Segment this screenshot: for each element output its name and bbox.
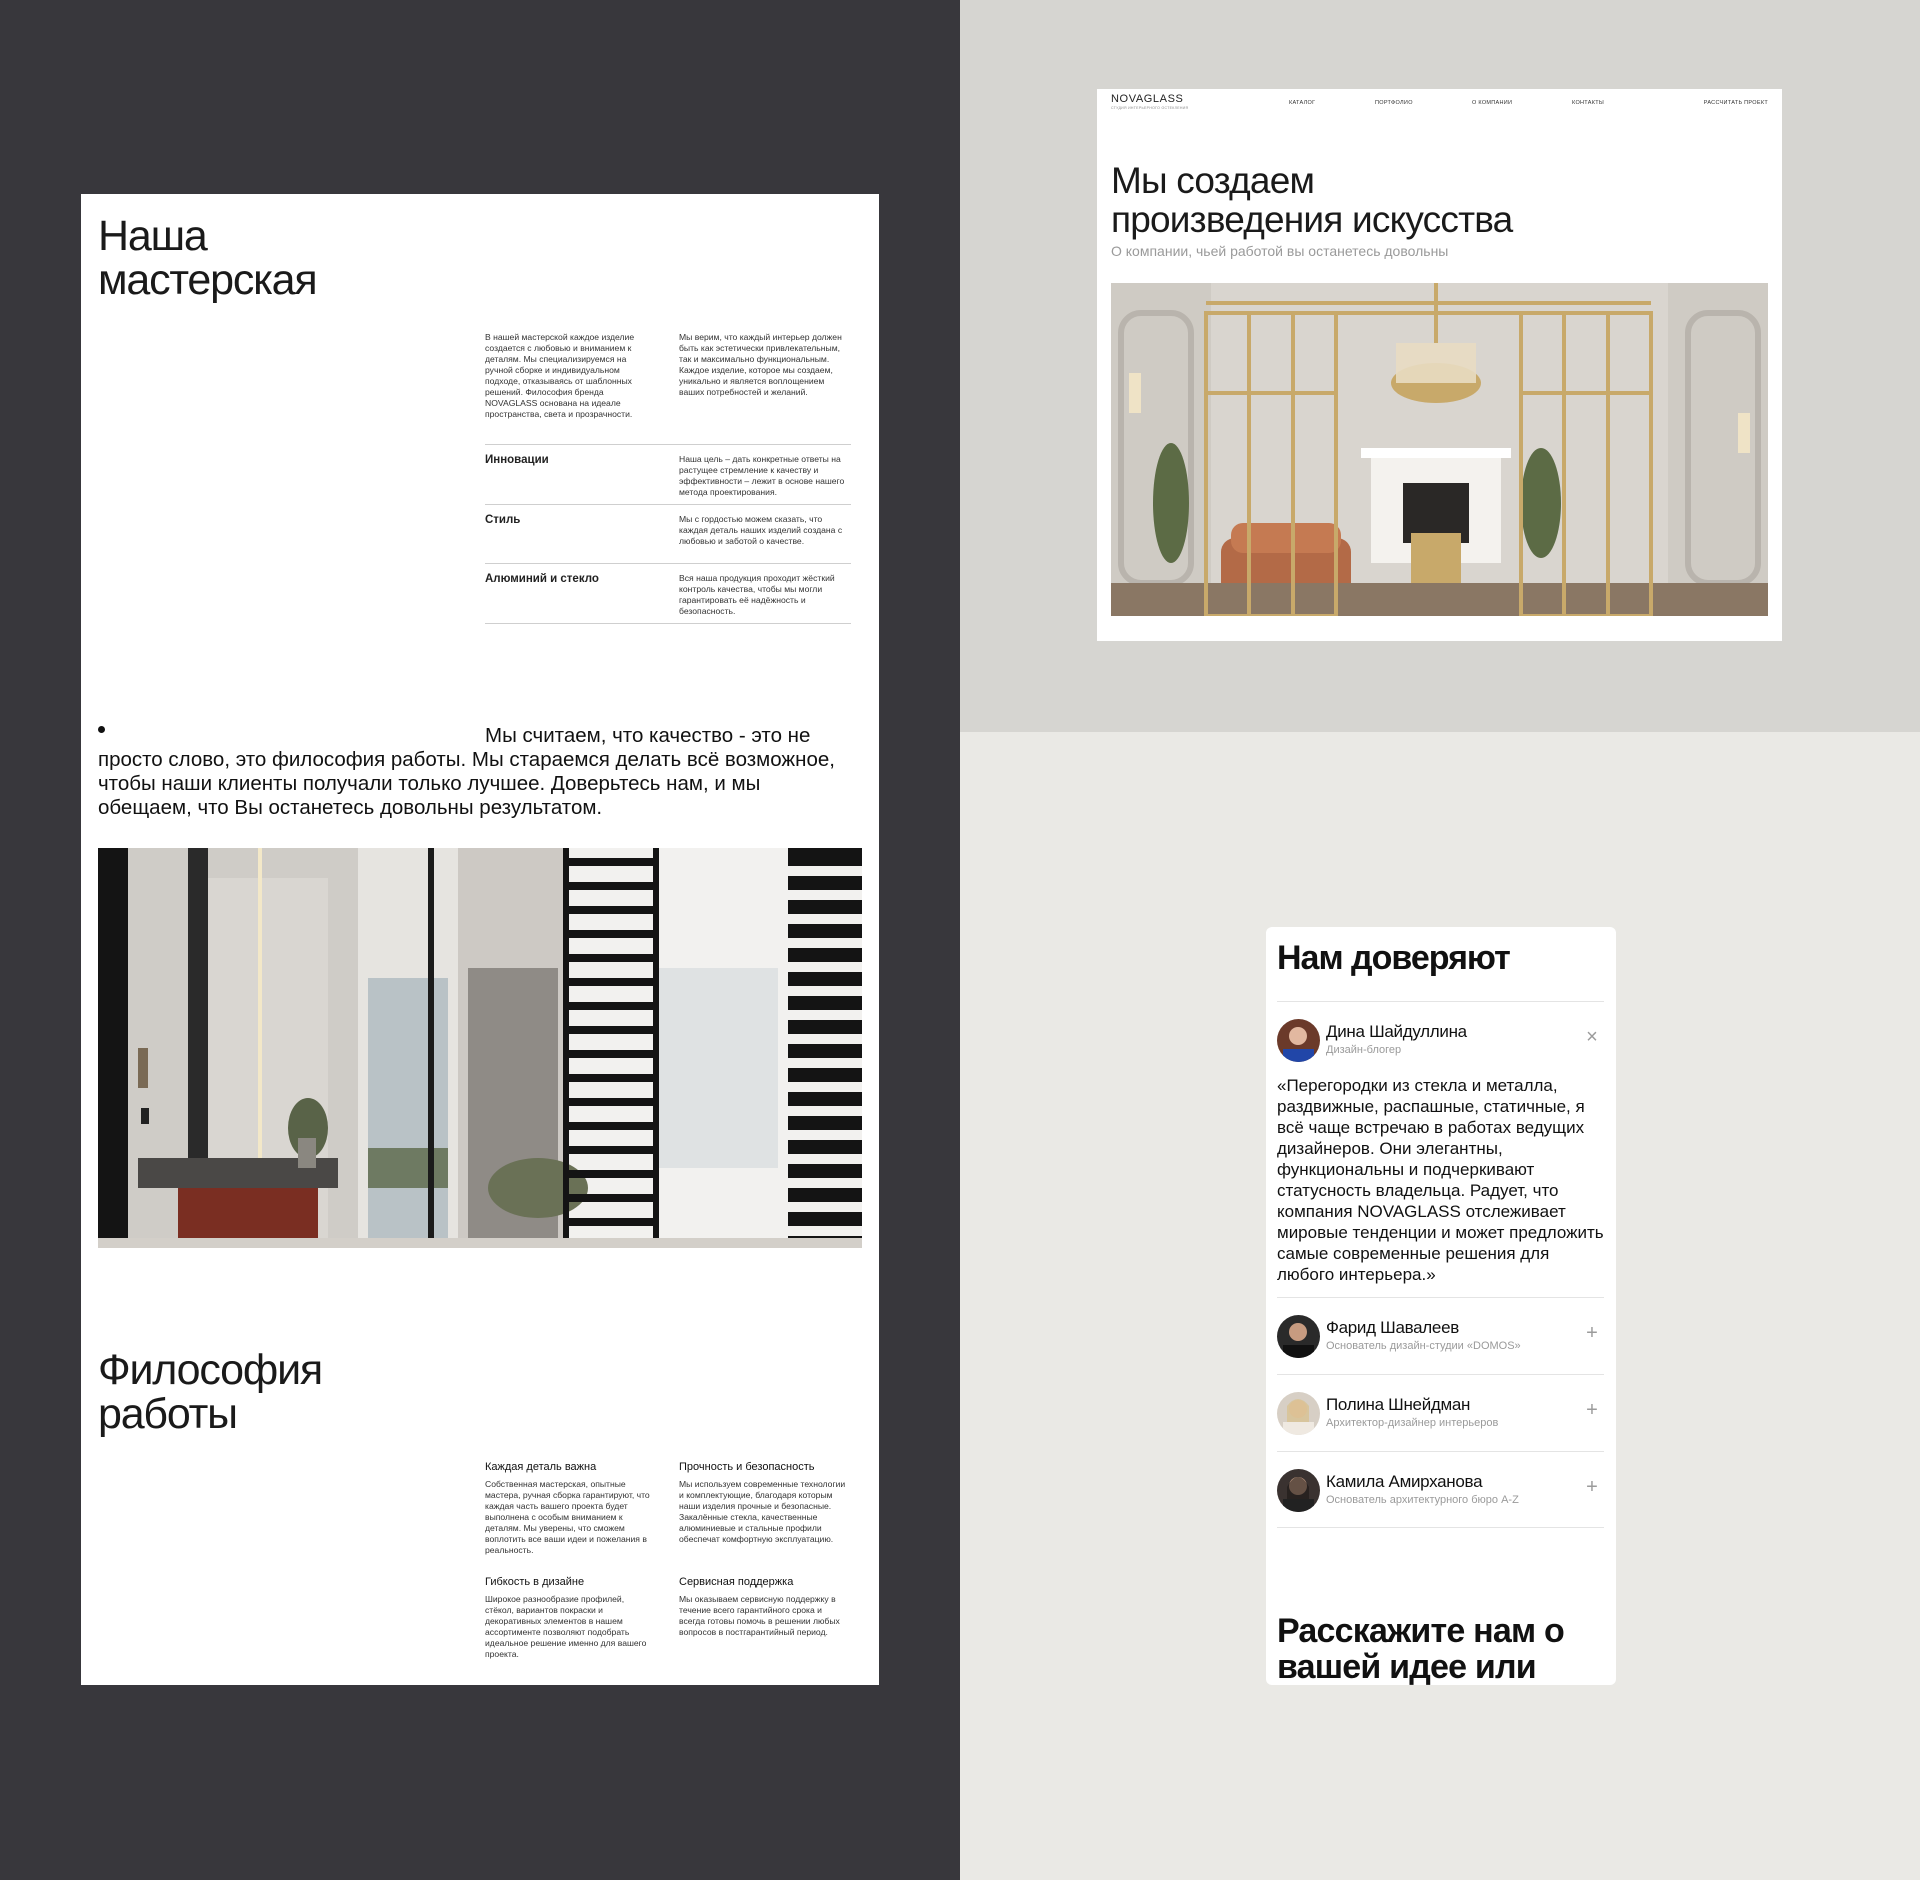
close-icon[interactable]: × <box>1586 1026 1598 1048</box>
divider <box>1277 1374 1604 1375</box>
top-navigation <box>1111 93 1768 115</box>
philosophy-grid <box>485 1461 855 1660</box>
person-name: Фарид Шавалеев <box>1326 1318 1459 1337</box>
philosophy-item-title: Прочность и безопасность <box>679 1461 815 1473</box>
nav-catalog[interactable]: КАТАЛОГ <box>1289 100 1316 106</box>
philosophy-item-text: Собственная мастерская, опытные мастера, ручная сборка гарантируют, что каждая часть вашего проекта будет выполнена с особым вниманием к деталям. Мы уверены, что сможем воплотить все ваши идеи и пожелания в реальность. <box>485 1479 650 1555</box>
nav-portfolio[interactable]: ПОРТФОЛИО <box>1375 100 1413 106</box>
brand-tagline: СТУДИЯ ИНТЕРЬЕРНОГО ОСТЕКЛЕНИЯ <box>1111 106 1189 110</box>
philosophy-item <box>485 1461 679 1556</box>
calculate-project-button[interactable]: РАССЧИТАТЬ ПРОЕКТ <box>1703 100 1768 106</box>
feature-label: Алюминий и стекло <box>485 573 599 585</box>
nav-contacts[interactable]: КОНТАКТЫ <box>1572 100 1605 106</box>
person-role: Дизайн-блогер <box>1326 1044 1402 1056</box>
testimonials-card <box>1266 927 1616 1685</box>
testimonial-person-polina[interactable] <box>1277 1392 1604 1438</box>
divider <box>1277 1297 1604 1298</box>
feature-label: Инновации <box>485 454 549 466</box>
quality-quote: Мы считаем, что качество - это не просто слово, это философия работы. Мы стараемся делать всё возможное, чтобы наши клиенты получали только лучшее. Доверьтесь нам, и мы обещаем, что Вы останетесь довольны результатом. <box>98 724 835 819</box>
testimonial-text: «Перегородки из стекла и металла, раздвижные, распашные, статичные, я всё чаще встречаю в работах ведущих дизайнеров. Они элегантны, функциональны и подчеркивают статусность владельца. Радует, что компания NOVAGLASS отслеживает мировые тенденции и может предложить самые современные решения для любого интерьера.» <box>1277 1076 1604 1284</box>
feature-text: Вся наша продукция проходит жёсткий контроль качества, чтобы мы могли гарантировать её надёжность и безопасность. <box>679 573 835 616</box>
feature-text: Наша цель – дать конкретные ответы на растущее стремление к качеству и эффективности – лежит в основе нашего метода проектирования. <box>679 454 845 497</box>
testimonials-title: Нам доверяют <box>1277 939 1510 977</box>
philosophy-item <box>485 1576 679 1660</box>
plus-icon[interactable]: + <box>1586 1399 1598 1421</box>
philosophy-item-title: Гибкость в дизайне <box>485 1576 585 1588</box>
philosophy-title: Философия работы <box>98 1346 322 1438</box>
feature-row <box>485 504 851 563</box>
contact-cta-title: Расскажите нам о вашей идее или <box>1277 1612 1564 1685</box>
philosophy-item-text: Мы оказываем сервисную поддержку в течение всего гарантийного срока и всегда готовы помочь в решении любых вопросов в постгарантийный период. <box>679 1594 840 1637</box>
nav-about[interactable]: О КОМПАНИИ <box>1472 100 1513 106</box>
divider <box>1277 1451 1604 1452</box>
philosophy-item <box>679 1461 855 1556</box>
features-list <box>485 444 851 624</box>
brand-logo[interactable]: NOVAGLASS <box>1111 93 1184 105</box>
hallway-illustration <box>98 848 862 1248</box>
divider <box>1277 1001 1604 1002</box>
person-name: Дина Шайдуллина <box>1326 1022 1467 1041</box>
avatar <box>1277 1315 1320 1358</box>
feature-row <box>485 444 851 504</box>
philosophy-item <box>679 1576 855 1660</box>
testimonial-person-farid[interactable] <box>1277 1315 1604 1361</box>
avatar <box>1277 1019 1320 1062</box>
testimonial-person-kamila[interactable] <box>1277 1469 1604 1515</box>
plus-icon[interactable]: + <box>1586 1476 1598 1498</box>
feature-label: Стиль <box>485 514 521 526</box>
avatar <box>1277 1392 1320 1435</box>
workshop-title: Наша мастерская <box>98 212 317 304</box>
workshop-intro-right: Мы верим, что каждый интерьер должен быть как эстетически привлекательным, так и максимально функциональным. Каждое изделие, которое мы создаем, уникально и является воплощением ваших потребностей и желаний. <box>679 332 842 397</box>
divider <box>1277 1527 1604 1528</box>
philosophy-item-title: Каждая деталь важна <box>485 1461 597 1473</box>
person-role: Архитектор-дизайнер интерьеров <box>1326 1417 1499 1429</box>
person-name: Камила Амирханова <box>1326 1472 1483 1491</box>
hero-title: Мы создаем произведения искусства <box>1111 160 1513 240</box>
testimonial-person-dina[interactable] <box>1277 1019 1604 1065</box>
hero-subtitle: О компании, чьей работой вы останетесь довольны <box>1111 243 1449 259</box>
feature-text: Мы с гордостью можем сказать, что каждая деталь наших изделий создана с любовью и заботой о качестве. <box>679 514 843 546</box>
person-role: Основатель архитектурного бюро A-Z <box>1326 1494 1519 1506</box>
feature-row <box>485 563 851 624</box>
plus-icon[interactable]: + <box>1586 1322 1598 1344</box>
philosophy-item-title: Сервисная поддержка <box>679 1576 794 1588</box>
hallway-interior-photo <box>98 848 862 1248</box>
hero-artboard <box>1097 89 1782 641</box>
philosophy-item-text: Мы используем современные технологии и комплектующие, благодаря которым наши изделия прочные и безопасные. Закалённые стекла, качественные алюминиевые и стальные профили обеспечат комфортную эксплуатацию. <box>679 1479 846 1544</box>
person-name: Полина Шнейдман <box>1326 1395 1471 1414</box>
living-room-illustration <box>1111 283 1768 616</box>
avatar <box>1277 1469 1320 1512</box>
workshop-artboard <box>81 194 879 1685</box>
workshop-intro-left: В нашей мастерской каждое изделие создается с любовью и вниманием к деталям. Мы специализируемся на ручной сборке и индивидуальном подходе, отказываясь от шаблонных решений. Философия бренда NOVAGLASS основана на идеале пространства, света и прозрачности. <box>485 332 635 419</box>
living-room-photo <box>1111 283 1768 616</box>
person-role: Основатель дизайн-студии «DOMOS» <box>1326 1340 1521 1352</box>
philosophy-item-text: Широкое разнообразие профилей, стёкол, вариантов покраски и декоративных элементов в нашем ассортименте позволяют подобрать идеальное решение именно для вашего проекта. <box>485 1594 647 1659</box>
